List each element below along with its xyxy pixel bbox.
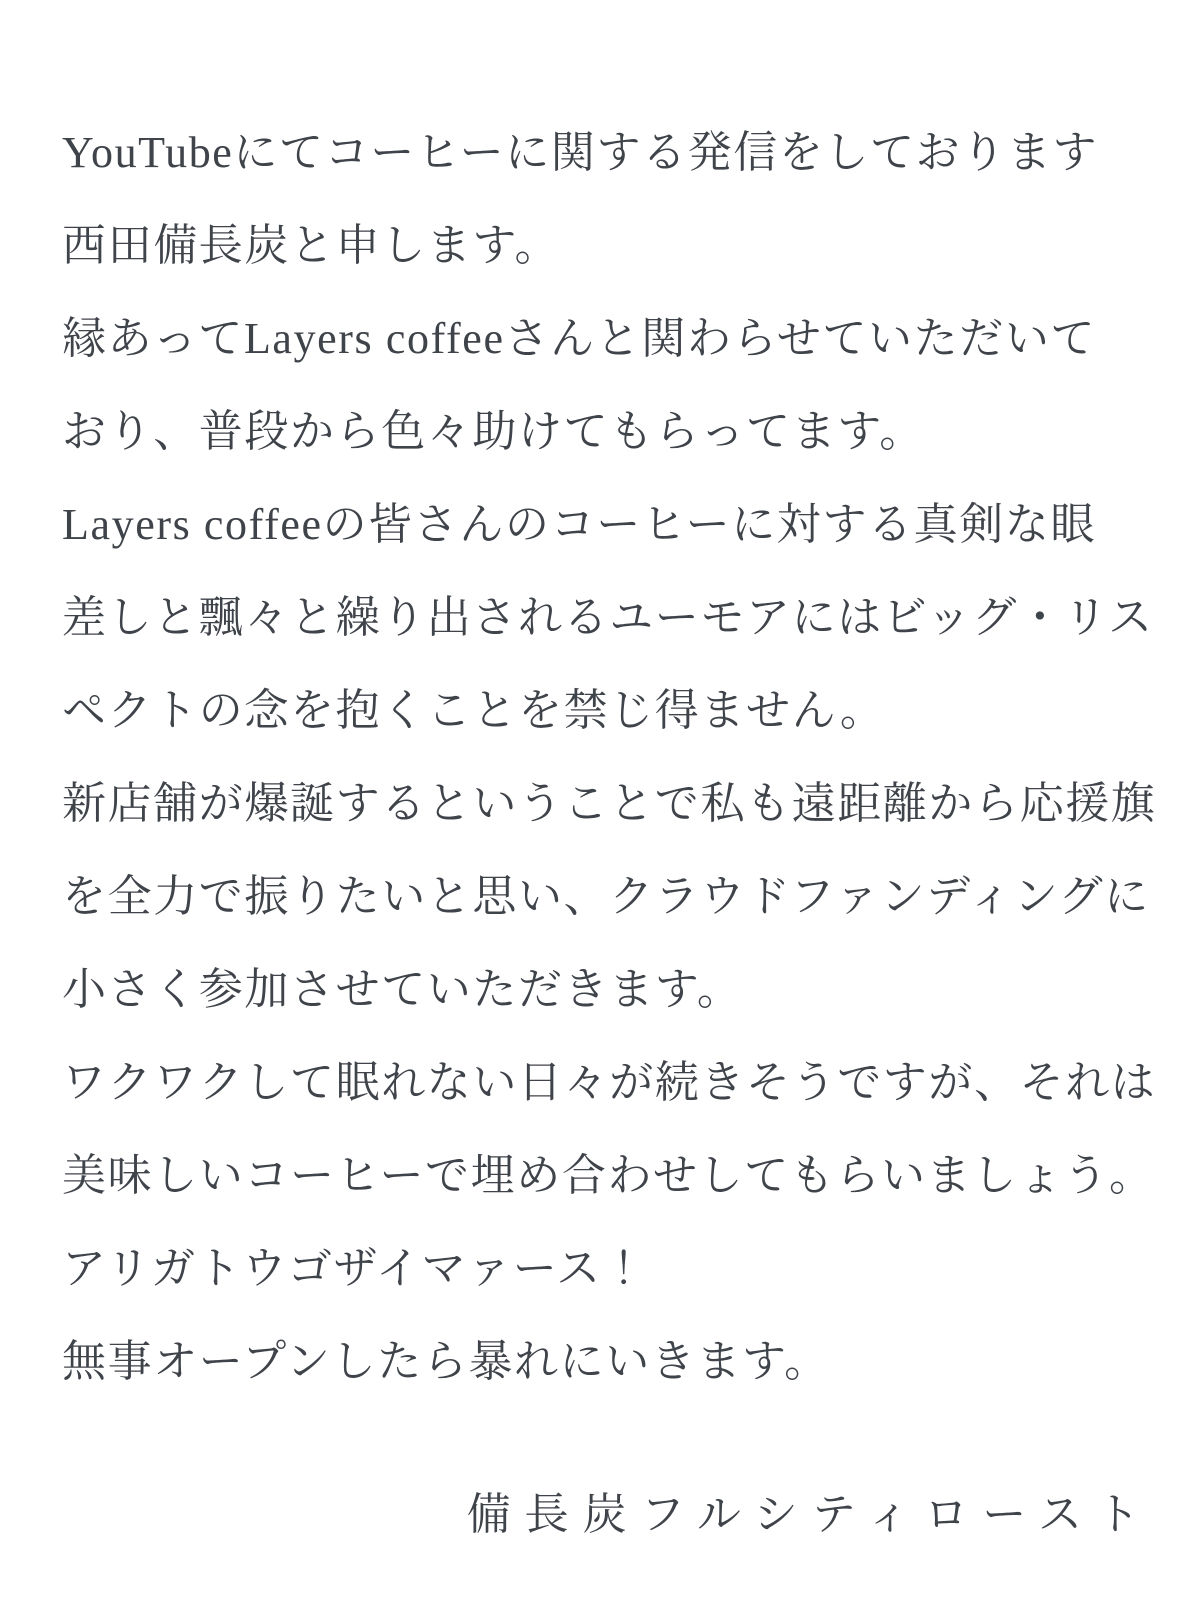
signature-line [62,1468,1154,1561]
letter-line: Layers coffeeの皆さんのコーヒーに対する真剣な眼 [62,500,1097,549]
letter-line: おり、普段から色々助けてもらってます。 [62,407,925,456]
letter-line: 西田備長炭と申します。 [62,221,561,270]
letter-line: 小さく参加させていただきます。 [62,965,743,1014]
letter-line: 無事オープンしたら暴れにいきます。 [62,1337,830,1386]
letter-line: ワクワクして眠れない日々が続きそうですが、それは [62,1058,1157,1107]
letter-line: 美味しいコーヒーで埋め合わせしてもらいましょう。 [62,1151,1155,1200]
letter-line: を全力で振りたいと思い、クラウドファンディングに [62,872,1150,921]
letter-line: 縁あってLayers coffeeさんと関わらせていただいて [62,314,1097,363]
letter-line: YouTubeにてコーヒーに関する発信をしております [62,128,1099,177]
letter-line: ペクトの念を抱くことを禁じ得ません。 [62,686,886,735]
signature-text: 備長炭フルシティロースト [466,1490,1154,1539]
letter-line: 差しと飄々と繰り出されるユーモアにはビッグ・リス [62,593,1154,642]
letter-line: 新店舗が爆誕するということで私も遠距離から応援旗 [62,779,1157,828]
letter-line: アリガトウゴザイマァース！ [62,1244,648,1293]
